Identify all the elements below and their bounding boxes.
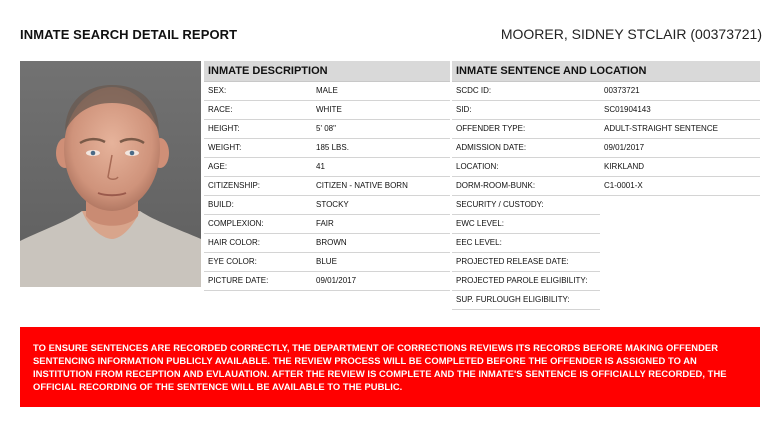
sentence-row-sid: SID: SC01904143 xyxy=(452,101,760,120)
sentence-row-projected-parole-eligibility: PROJECTED PAROLE ELIGIBILITY: xyxy=(452,272,600,291)
sentence-row-projected-release-date: PROJECTED RELEASE DATE: xyxy=(452,253,600,272)
inmate-description-section xyxy=(204,61,450,291)
inmate-sentence-section xyxy=(452,61,760,310)
description-row-race: RACE: WHITE xyxy=(204,101,450,120)
description-row-picture-date: PICTURE DATE: 09/01/2017 xyxy=(204,272,450,291)
description-row-build: BUILD: STOCKY xyxy=(204,196,450,215)
description-row-weight: WEIGHT: 185 LBS. xyxy=(204,139,450,158)
sentence-row-security-custody: SECURITY / CUSTODY: xyxy=(452,196,600,215)
report-title: INMATE SEARCH DETAIL REPORT xyxy=(20,27,238,42)
inmate-description-heading: INMATE DESCRIPTION xyxy=(204,61,450,82)
sentence-row-eec-level: EEC LEVEL: xyxy=(452,234,600,253)
sentence-row-admission-date: ADMISSION DATE: 09/01/2017 xyxy=(452,139,760,158)
description-row-height: HEIGHT: 5' 08" xyxy=(204,120,450,139)
inmate-photo xyxy=(20,61,201,287)
sentence-review-notice: TO ENSURE SENTENCES ARE RECORDED CORRECTLY, THE DEPARTMENT OF CORRECTIONS REVIEWS ITS RECORDS BEFORE MAKING OFFENDER SENTENCING INFORMATION PUBLICLY AVAILABLE. THE REVIEW PROCESS WILL BE COMPLETED BEFORE THE OFFENDER IS ASSIGNED TO AN INSTITUTION FROM RECEPTION AND EVLAUATION. AFTER THE REVIEW IS COMPLETE AND THE INMATE'S SENTENCE IS OFFICIALLY RECORDED, THE OFFICIAL RECORDING OF THE SENTENCE WILL BE AVAILABLE TO THE PUBLIC. xyxy=(20,327,760,407)
description-row-age: AGE: 41 xyxy=(204,158,450,177)
description-row-sex: SEX: MALE xyxy=(204,82,450,101)
inmate-sentence-heading: INMATE SENTENCE AND LOCATION xyxy=(452,61,760,82)
sentence-row-dorm-room-bunk: DORM-ROOM-BUNK: C1-0001-X xyxy=(452,177,760,196)
sentence-row-scdc-id: SCDC ID: 00373721 xyxy=(452,82,760,101)
sentence-row-offender-type: OFFENDER TYPE: ADULT-STRAIGHT SENTENCE xyxy=(452,120,760,139)
inmate-name: MOORER, SIDNEY STCLAIR (00373721) xyxy=(500,26,762,42)
description-row-complexion: COMPLEXION: FAIR xyxy=(204,215,450,234)
description-row-hair-color: HAIR COLOR: BROWN xyxy=(204,234,450,253)
sentence-row-ewc-level: EWC LEVEL: xyxy=(452,215,600,234)
sentence-row-sup-furlough-eligibility: SUP. FURLOUGH ELIGIBILITY: xyxy=(452,291,600,310)
description-row-eye-color: EYE COLOR: BLUE xyxy=(204,253,450,272)
sentence-row-location: LOCATION: KIRKLAND xyxy=(452,158,760,177)
description-row-citizenship: CITIZENSHIP: CITIZEN - NATIVE BORN xyxy=(204,177,450,196)
